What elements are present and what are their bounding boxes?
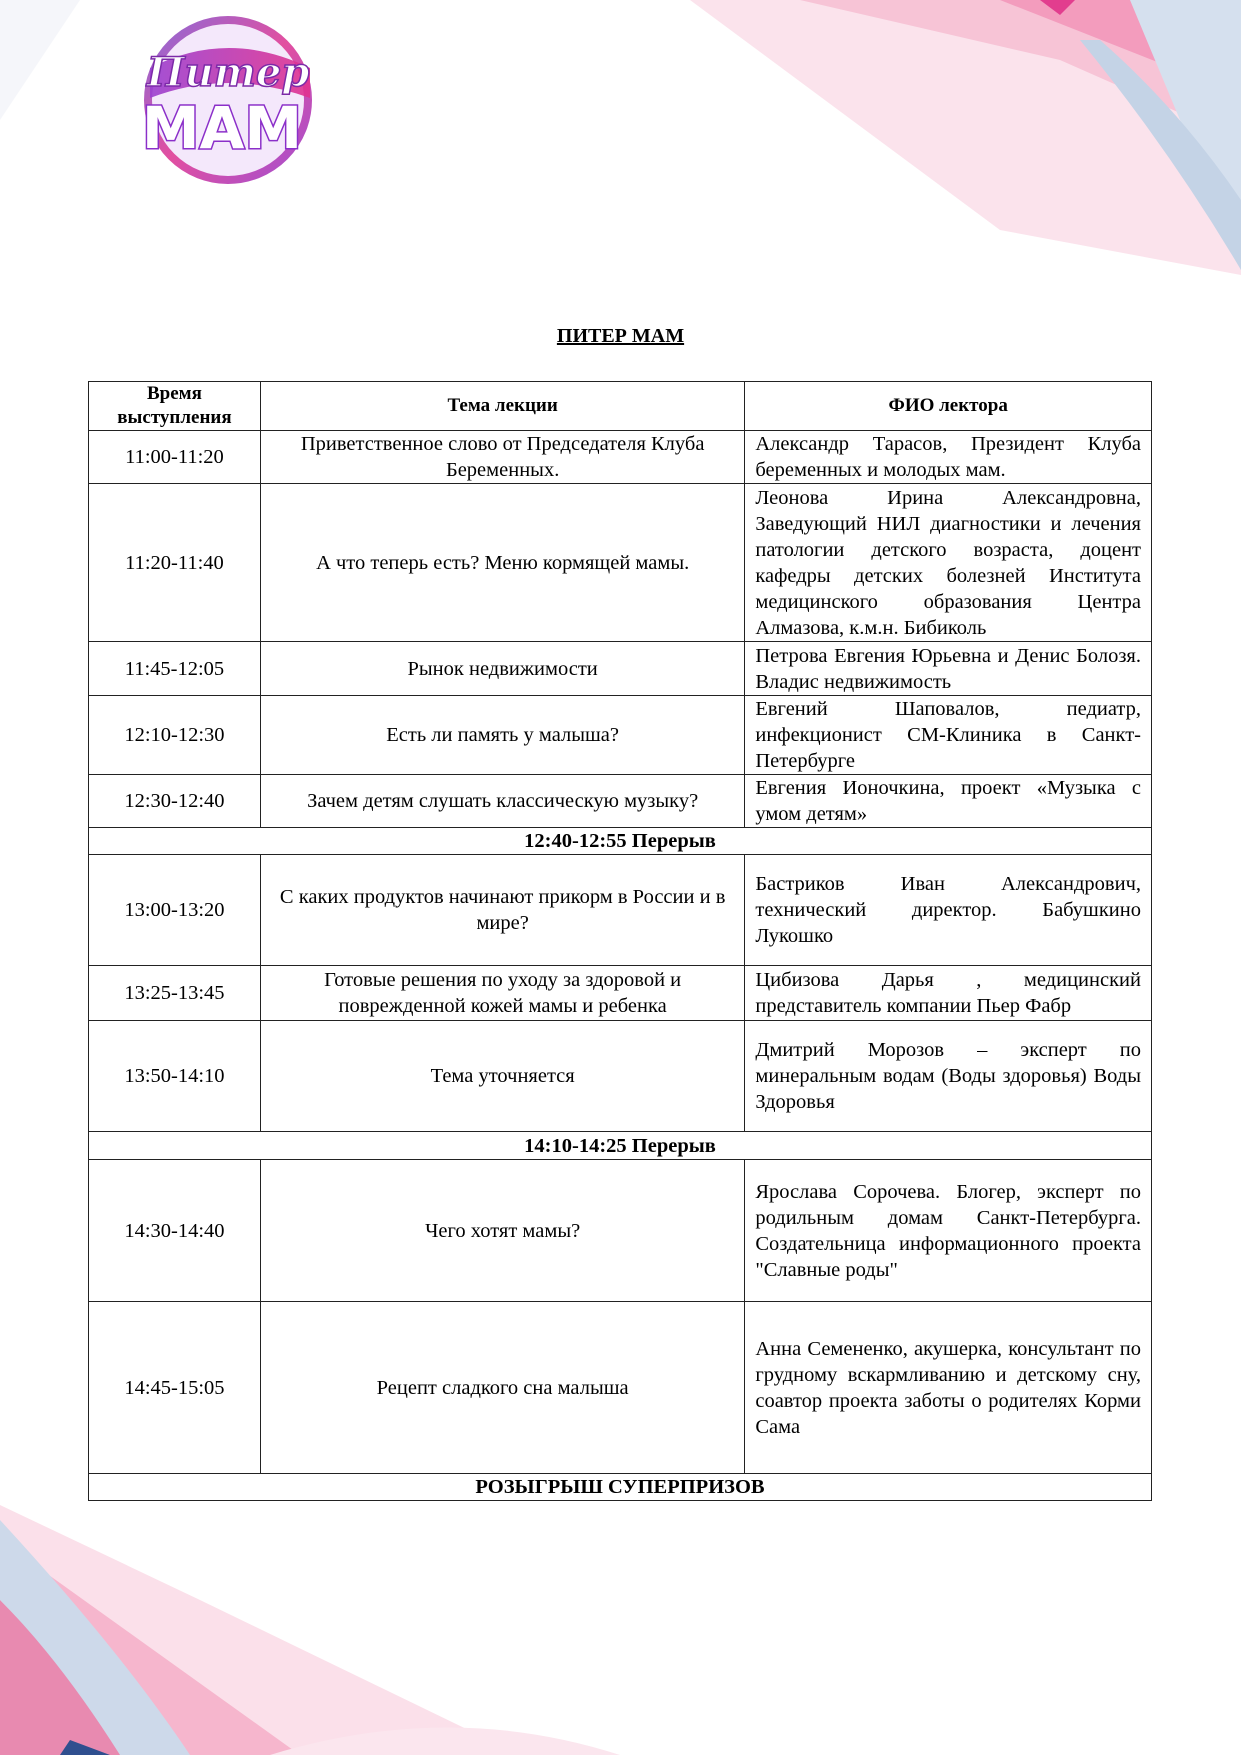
row-topic: А что теперь есть? Меню кормящей мамы. <box>260 484 744 642</box>
table-row <box>89 1160 1152 1302</box>
table-row <box>89 966 1152 1021</box>
row-lecturer: Александр Тарасов, Президент Клуба беременных и молодых мам. <box>745 431 1152 484</box>
row-topic: Рецепт сладкого сна малыша <box>260 1302 744 1474</box>
row-time: 11:45-12:05 <box>89 642 261 696</box>
page-title <box>0 325 1241 348</box>
footer-row <box>89 1474 1152 1501</box>
superprize-draw-label: РОЗЫГРЫШ СУПЕРПРИЗОВ <box>89 1474 1152 1501</box>
row-lecturer: Петрова Евгения Юрьевна и Денис Болозя. Владис недвижимость <box>745 642 1152 696</box>
row-time: 14:45-15:05 <box>89 1302 261 1474</box>
break-row <box>89 1132 1152 1160</box>
table-row <box>89 775 1152 828</box>
row-lecturer: Анна Семененко, акушерка, консультант по грудному вскармливанию и детскому сну, соавтор проекта заботы о родителях Корми Сама <box>745 1302 1152 1474</box>
header-topic: Тема лекции <box>260 382 744 431</box>
break-row <box>89 828 1152 855</box>
row-topic: Рынок недвижимости <box>260 642 744 696</box>
row-time: 11:00-11:20 <box>89 431 261 484</box>
table-row <box>89 855 1152 966</box>
table-header-row <box>89 382 1152 431</box>
break-label: 14:10-14:25 Перерыв <box>89 1132 1152 1160</box>
table-row <box>89 642 1152 696</box>
row-time: 12:30-12:40 <box>89 775 261 828</box>
row-time: 13:00-13:20 <box>89 855 261 966</box>
table-row <box>89 484 1152 642</box>
row-topic: Зачем детям слушать классическую музыку? <box>260 775 744 828</box>
table-row <box>89 431 1152 484</box>
logo-block-text: МАМ <box>141 94 303 162</box>
schedule-table <box>88 381 1152 1501</box>
table-row <box>89 1021 1152 1132</box>
row-time: 12:10-12:30 <box>89 696 261 775</box>
break-label: 12:40-12:55 Перерыв <box>89 828 1152 855</box>
row-topic: С каких продуктов начинают прикорм в России и в мире? <box>260 855 744 966</box>
table-row <box>89 1302 1152 1474</box>
page-title-text: ПИТЕР МАМ <box>556 325 685 347</box>
row-lecturer: Евгений Шаповалов, педиатр, инфекционист СМ-Клиника в Санкт-Петербурге <box>745 696 1152 775</box>
row-lecturer: Евгения Ионочкина, проект «Музыка с умом детям» <box>745 775 1152 828</box>
table-row <box>89 696 1152 775</box>
row-time: 13:25-13:45 <box>89 966 261 1021</box>
row-lecturer: Бастриков Иван Александрович, технический директор. Бабушкино Лукошко <box>745 855 1152 966</box>
row-topic: Готовые решения по уходу за здоровой и поврежденной кожей мамы и ребенка <box>260 966 744 1021</box>
row-lecturer: Леонова Ирина Александровна, Заведующий НИЛ диагностики и лечения патологии детского возраста, доцент кафедры детских болезней Института медицинского образования Центра Алмазова, к.м.н. Бибиколь <box>745 484 1152 642</box>
row-time: 14:30-14:40 <box>89 1160 261 1302</box>
row-lecturer: Цибизова Дарья , медицинский представитель компании Пьер Фабр <box>745 966 1152 1021</box>
logo-script-text: Питер <box>146 49 310 96</box>
row-topic: Тема уточняется <box>260 1021 744 1132</box>
row-topic: Чего хотят мамы? <box>260 1160 744 1302</box>
row-topic: Приветственное слово от Председателя Клуба Беременных. <box>260 431 744 484</box>
row-lecturer: Дмитрий Морозов – эксперт по минеральным водам (Воды здоровья) Воды Здоровья <box>745 1021 1152 1132</box>
header-time: Время выступления <box>89 382 261 431</box>
row-topic: Есть ли память у малыша? <box>260 696 744 775</box>
piter-mam-logo <box>110 8 345 200</box>
row-lecturer: Ярослава Сорочева. Блогер, эксперт по родильным домам Санкт-Петербурга. Создательница информационного проекта "Славные роды" <box>745 1160 1152 1302</box>
header-lecturer: ФИО лектора <box>745 382 1152 431</box>
row-time: 11:20-11:40 <box>89 484 261 642</box>
row-time: 13:50-14:10 <box>89 1021 261 1132</box>
